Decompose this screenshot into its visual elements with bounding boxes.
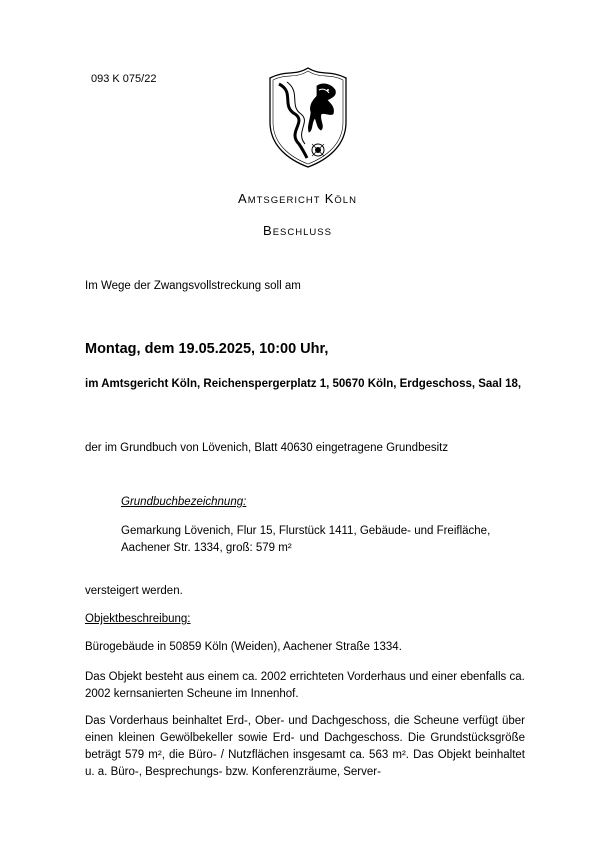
court-name <box>0 190 595 209</box>
court-name-initial-a: A <box>238 191 248 206</box>
grundbuch-line-1: Gemarkung Lövenich, Flur 15, Flurstück 1411, Gebäude- und Freifläche, <box>121 525 491 537</box>
intro-text: Im Wege der Zwangsvollstreckung soll am <box>85 280 301 292</box>
court-name-word-1: MTSGERICHT <box>247 195 321 206</box>
grundbuch-description <box>121 523 516 558</box>
object-paragraph-3: Das Vorderhaus beinhaltet Erd-, Ober- und Dachgeschoss, die Scheune verfügt über einen kleinen Gewölbekeller sowie Erd- und Dachgeschoss. Die Grundstücksgröße beträgt 579 m², die Büro- / Nutzflächen insgesamt ca. 563 m². Das Objekt beinhaltet u. a. Büro-, Besprechungs- bzw. Konferenzräume, Server- <box>85 715 525 779</box>
object-description-heading: Objektbeschreibung: <box>85 613 191 625</box>
auction-location: im Amtsgericht Köln, Reichenspergerplatz 1, 50670 Köln, Erdgeschoss, Saal 18, <box>85 378 522 390</box>
decision-title-initial: B <box>263 223 273 238</box>
appointment-date: Montag, dem 19.05.2025, 10:00 Uhr, <box>85 341 329 357</box>
object-paragraph-2: Das Objekt besteht aus einem ca. 2002 errichteten Vorderhaus und einer ebenfalls ca. 2002 kernsanierten Scheune im Innenhof. <box>85 671 525 700</box>
decision-title-rest: ESCHLUSS <box>272 227 332 238</box>
decision-title <box>0 222 595 241</box>
court-name-initial-k: K <box>324 191 335 206</box>
object-paragraph-1: Bürogebäude in 50859 Köln (Weiden), Aachener Straße 1334. <box>85 641 402 653</box>
nrw-coat-of-arms-icon <box>265 66 351 169</box>
court-name-word-2: ÖLN <box>334 195 357 206</box>
grundbuch-line-2: Aachener Str. 1334, groß: 579 m² <box>121 542 292 555</box>
property-register-text: der im Grundbuch von Lövenich, Blatt 40630 eingetragene Grundbesitz <box>85 442 449 454</box>
case-number: 093 K 075/22 <box>91 73 157 85</box>
grundbuch-heading: Grundbuchbezeichnung: <box>121 496 247 508</box>
coat-of-arms-icon <box>265 66 351 169</box>
auction-text: versteigert werden. <box>85 585 183 597</box>
